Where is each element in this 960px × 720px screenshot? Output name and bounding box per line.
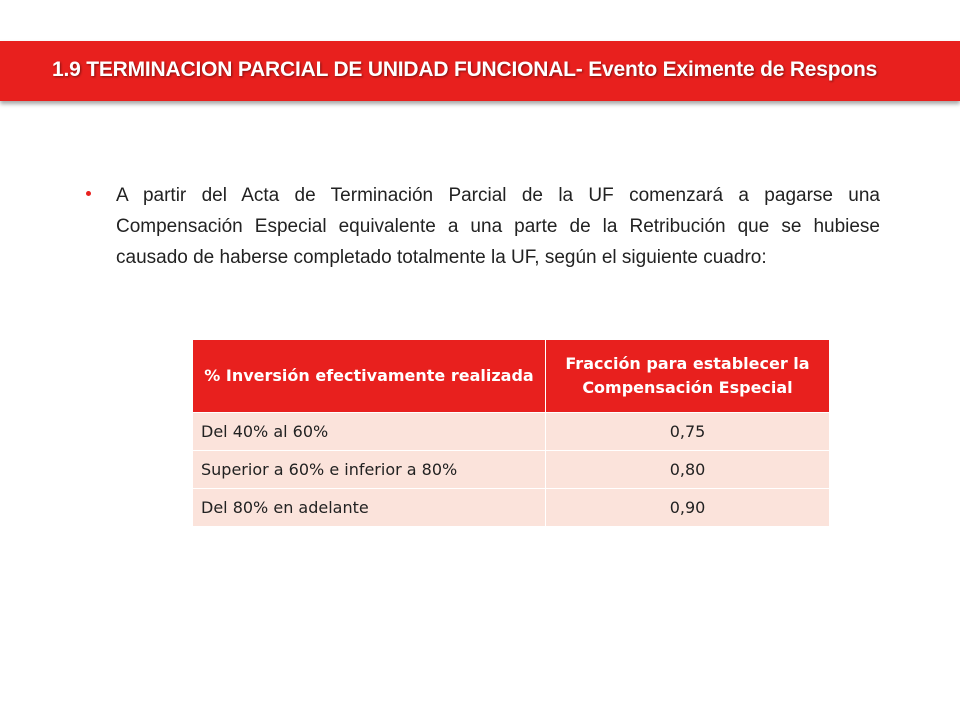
table-header-row <box>193 340 830 413</box>
cell-investment-range: Superior a 60% e inferior a 80% <box>193 451 546 489</box>
cell-fraction: 0,80 <box>546 451 830 489</box>
cell-fraction: 0,90 <box>546 489 830 527</box>
bullet-text: A partir del Acta de Terminación Parcial de la UF comenzará a pagarse una Compensación Especial equivalente a una parte de la Retribución que se hubiese causado de haberse completado totalmente la UF, según el siguiente cuadro: <box>116 185 880 268</box>
cell-investment-range: Del 40% al 60% <box>193 413 546 451</box>
table-row <box>193 413 830 451</box>
cell-investment-range: Del 80% en adelante <box>193 489 546 527</box>
slide-title: 1.9 TERMINACION PARCIAL DE UNIDAD FUNCIONAL- Evento Eximente de Respons <box>52 58 878 81</box>
header-investment: % Inversión efectivamente realizada <box>193 340 546 413</box>
table-row <box>193 451 830 489</box>
title-bar <box>0 41 960 101</box>
bullet-icon <box>86 191 91 196</box>
bullet-item <box>86 180 880 273</box>
header-fraction: Fracción para establecer la Compensación Especial <box>546 340 830 413</box>
cell-fraction: 0,75 <box>546 413 830 451</box>
compensation-table <box>192 339 830 527</box>
table-row <box>193 489 830 527</box>
